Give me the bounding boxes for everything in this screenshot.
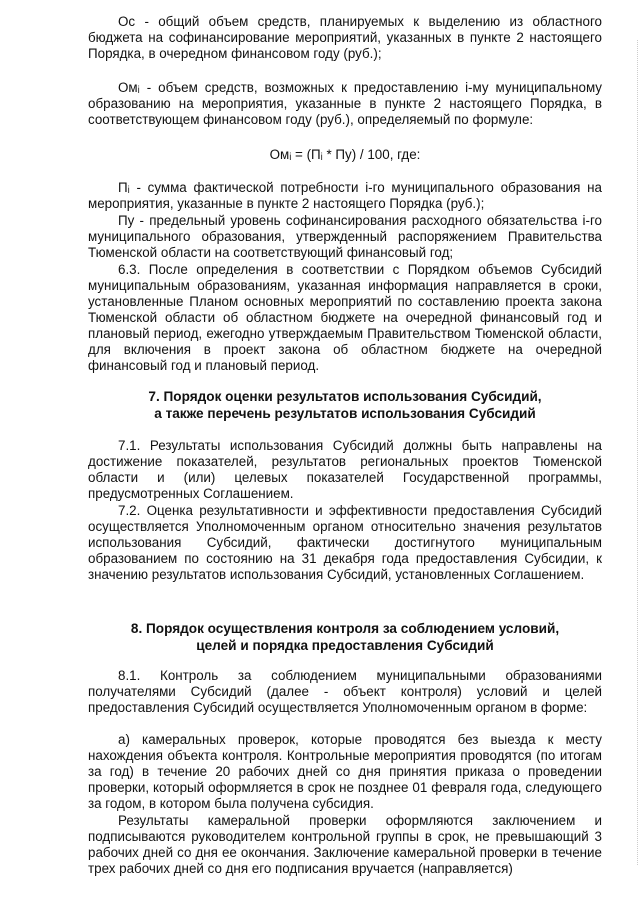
section-7-heading-line2: а также перечень результатов использования Субсидий	[154, 406, 536, 421]
paragraph-6-3: 6.3. После определения в соответствии с Порядком объемов Субсидий муниципальным образованиям, указанная информация направляется в сроки, установленные Планом основных мероприятий по составлению проекта закона Тюменской области об областном бюджете на очередной финансовый год и плановый период, ежегодно утверждаемым Правительством Тюменской области, для включения в проект закона об областном бюджете на очередной финансовый год и плановый период.	[88, 262, 602, 373]
section-7-heading-line1: 7. Порядок оценки результатов использования Субсидий,	[148, 389, 542, 404]
section-7-heading	[88, 388, 602, 422]
paragraph-pi-definition: Пᵢ - сумма фактической потребности i-го муниципального образования на мероприятия, указанные в пункте 2 настоящего Порядка (руб.);	[88, 180, 602, 211]
paragraph-camera-check-results: Результаты камеральной проверки оформляются заключением и подписываются руководителем контрольной группы в срок, не превышающий 3 рабочих дней со дня ее окончания. Заключение камеральной проверки в течение трех рабочих дней со дня его подписания вручается (направляется)	[88, 813, 602, 876]
formula: Омᵢ = (Пᵢ * Пу) / 100, где:	[269, 147, 421, 162]
paragraph-pu-definition: Пу - предельный уровень софинансирования расходного обязательства i-го муниципального образования, утвержденный распоряжением Правительства Тюменской области на соответствующий финансовый год;	[88, 213, 602, 260]
paragraph-7-2: 7.2. Оценка результативности и эффективности предоставления Субсидий осуществляется Уполномоченным органом относительно значения результатов использования Субсидий, фактически достигнутого муниципальным образованием по состоянию на 31 декабря года предоставления Субсидии, к значению результатов использования Субсидий, установленных Соглашением.	[88, 503, 602, 582]
section-8-heading	[88, 620, 602, 654]
paragraph-oc-definition: Ос - общий объем средств, планируемых к выделению из областного бюджета на софинансирование мероприятий, указанных в пункте 2 настоящего Порядка, в очередном финансовом году (руб.);	[88, 14, 602, 61]
section-8-heading-line2: целей и порядка предоставления Субсидий	[196, 638, 494, 653]
section-8-heading-line1: 8. Порядок осуществления контроля за соблюдением условий,	[130, 621, 560, 636]
paragraph-7-1: 7.1. Результаты использования Субсидий должны быть направлены на достижение показателей, результатов региональных проектов Тюменской области и (или) целевых показателей Государственной программы, предусмотренных Соглашением.	[88, 438, 602, 501]
paragraph-8-1: 8.1. Контроль за соблюдением муниципальными образованиями получателями Субсидий (далее - объект контроля) условий и целей предоставления Субсидий осуществляется Уполномоченным органом в форме:	[88, 668, 602, 715]
paragraph-8-1-a: а) камеральных проверок, которые проводятся без выезда к месту нахождения объекта контроля. Контрольные мероприятия проводятся (по итогам за год) в течение 20 рабочих дней со дня принятия приказа о проведении проверки, который оформляется в срок не позднее 01 февраля года, следующего за годом, в котором была получена субсидия.	[88, 732, 602, 811]
paragraph-omi-definition: Омᵢ - объем средств, возможных к предоставлению i-му муниципальному образованию на мероприятия, указанные в пункте 2 настоящего Порядка, в соответствующем финансовом году (руб.), определяемый по формуле:	[88, 80, 602, 127]
page-edge-divider	[634, 40, 638, 865]
